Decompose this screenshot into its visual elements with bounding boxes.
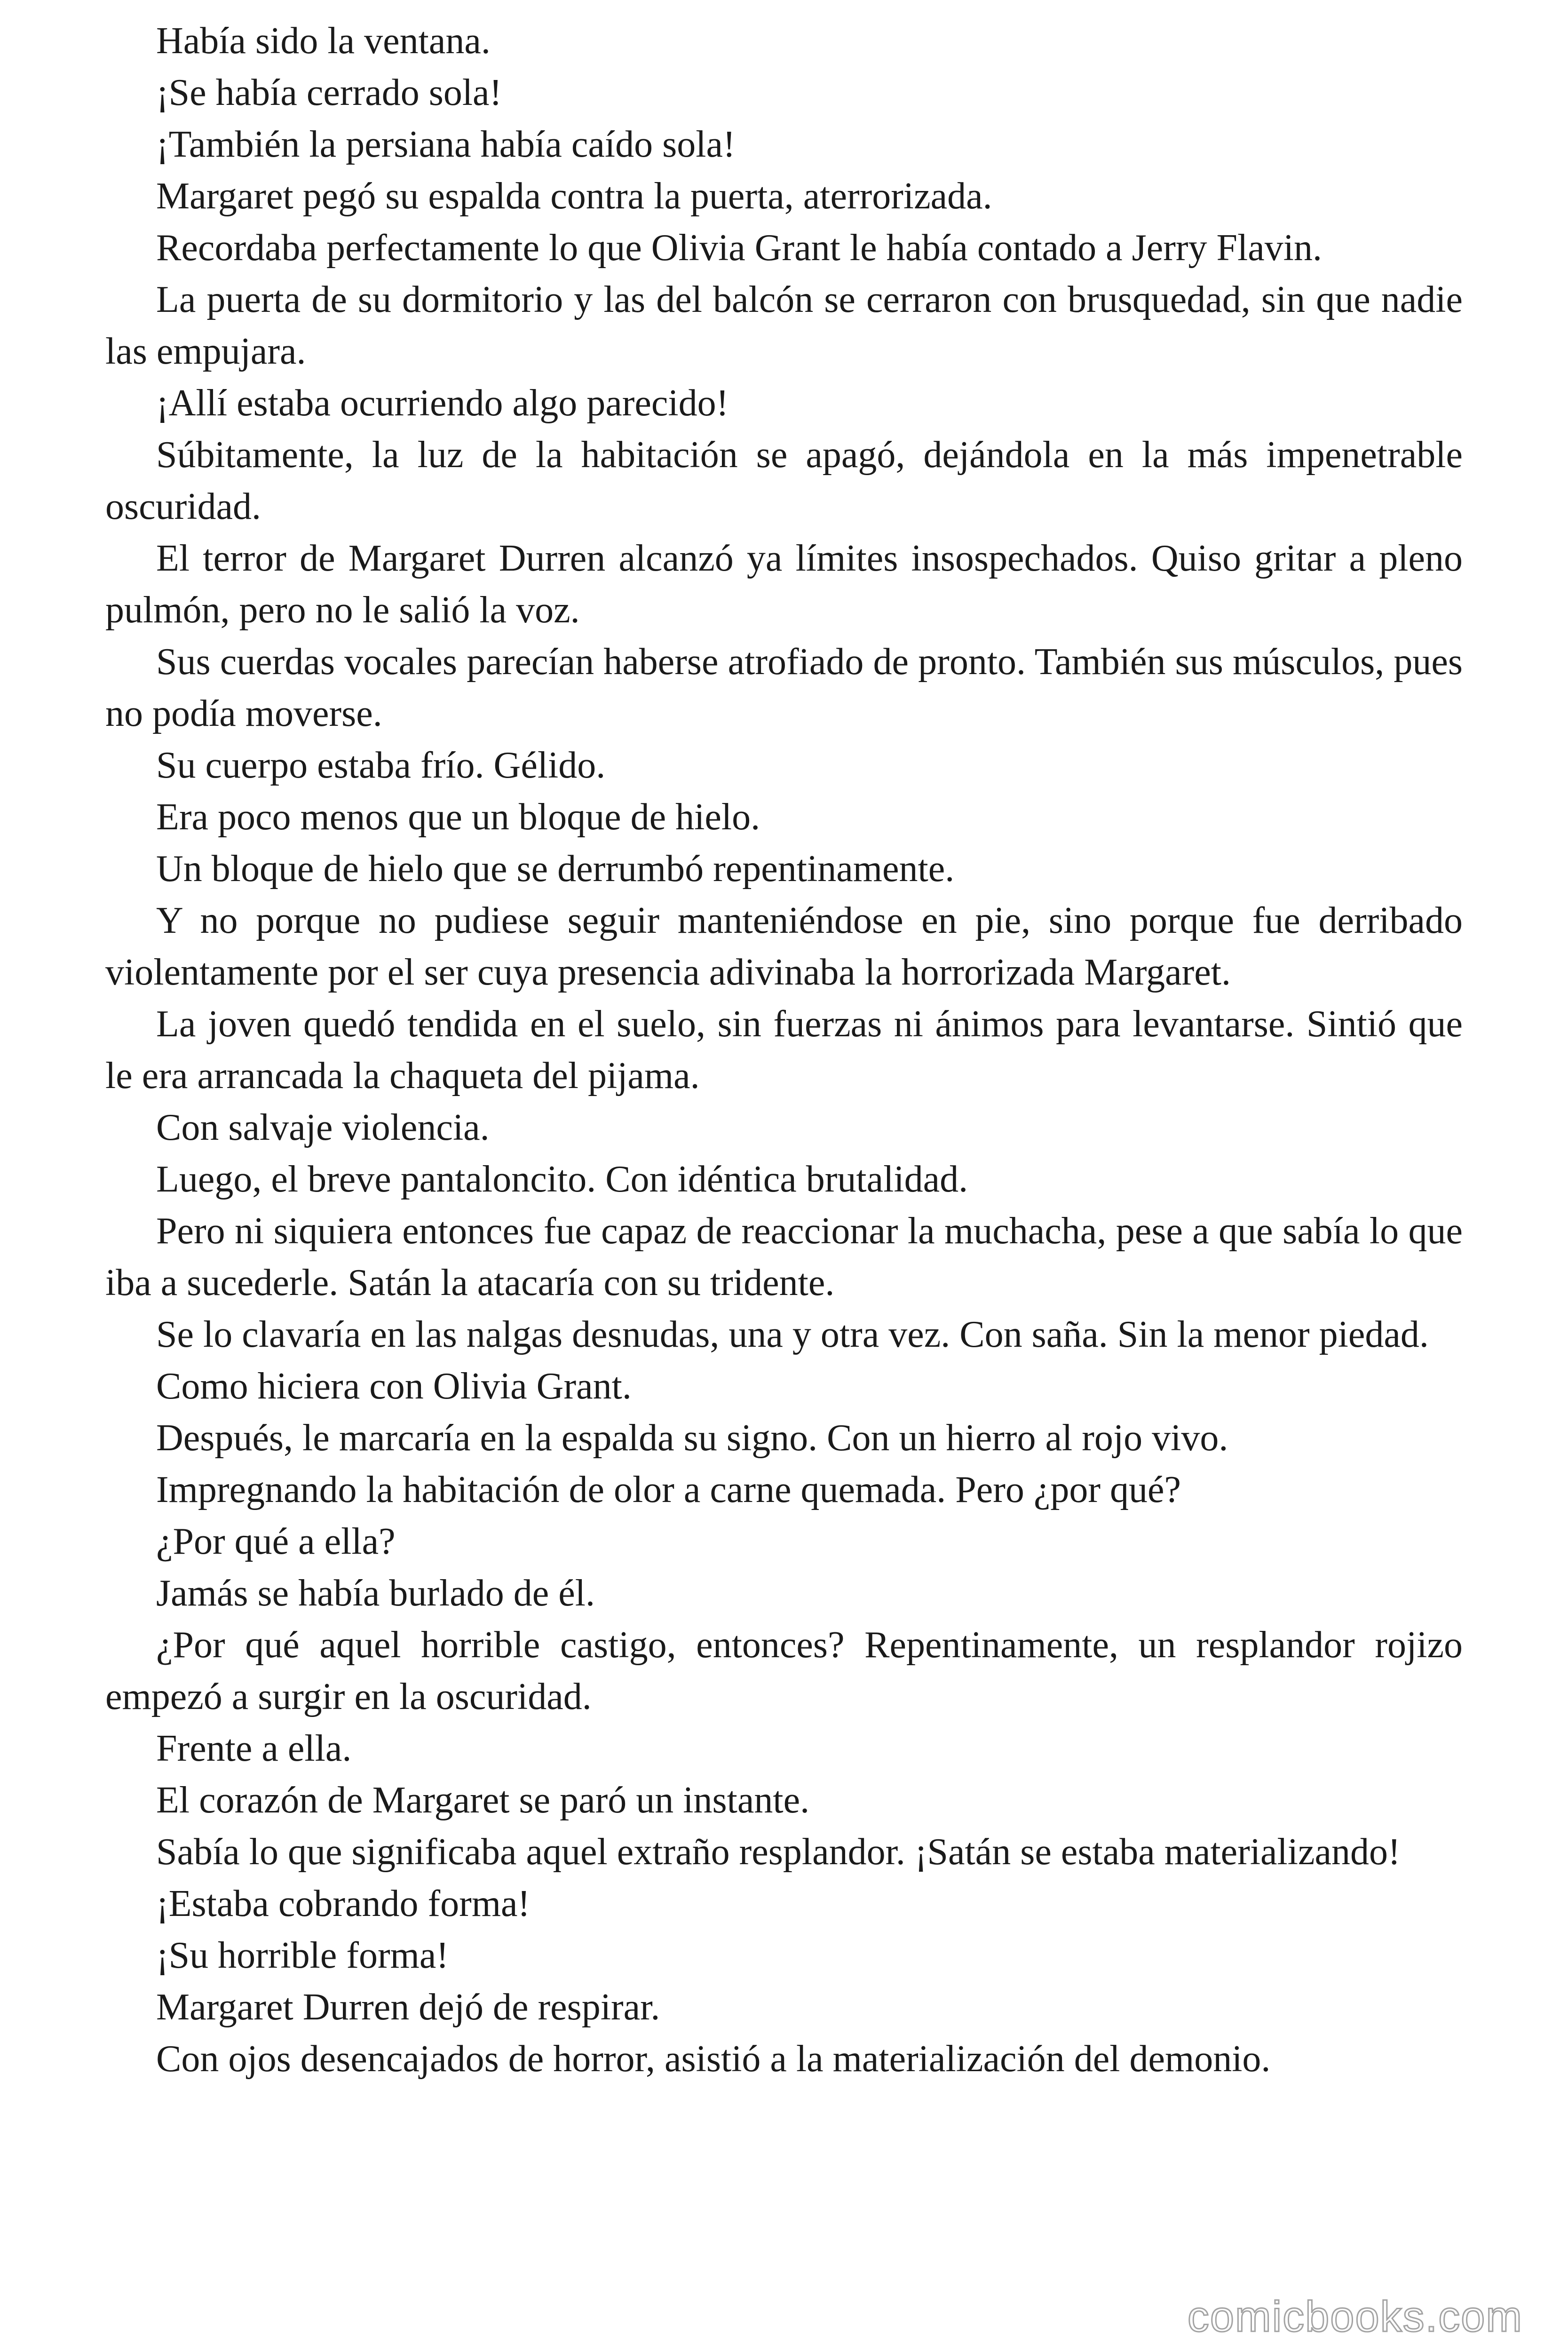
paragraph: Jamás se había burlado de él. xyxy=(156,1573,595,1614)
paragraph: Con ojos desencajados de horror, asistió a la materialización del demonio. xyxy=(156,2038,1271,2080)
paragraph: Súbitamente, la luz de la habitación se apagó, dejándola en la más impenetrable oscuridad. xyxy=(105,434,1463,527)
paragraph: Un bloque de hielo que se derrumbó repentinamente. xyxy=(156,848,955,890)
paragraph: Era poco menos que un bloque de hielo. xyxy=(156,796,760,838)
book-page xyxy=(105,15,1463,2085)
paragraph: Recordaba perfectamente lo que Olivia Grant le había contado a Jerry Flavin. xyxy=(156,227,1322,269)
paragraph: ¿Por qué aquel horrible castigo, entonces? Repentinamente, un resplandor rojizo empezó a surgir en la oscuridad. xyxy=(105,1624,1463,1717)
paragraph: El terror de Margaret Durren alcanzó ya límites insospechados. Quiso gritar a pleno pulmón, pero no le salió la voz. xyxy=(105,538,1463,631)
paragraph: La puerta de su dormitorio y las del balcón se cerraron con brusquedad, sin que nadie las empujara. xyxy=(105,279,1463,372)
paragraph: Después, le marcaría en la espalda su signo. Con un hierro al rojo vivo. xyxy=(156,1417,1228,1459)
paragraph: Sus cuerdas vocales parecían haberse atrofiado de pronto. También sus músculos, pues no podía moverse. xyxy=(105,641,1463,734)
paragraph: La joven quedó tendida en el suelo, sin fuerzas ni ánimos para levantarse. Sintió que le era arrancada la chaqueta del pijama. xyxy=(105,1003,1463,1097)
paragraph: ¡Allí estaba ocurriendo algo parecido! xyxy=(156,382,729,424)
paragraph: Como hiciera con Olivia Grant. xyxy=(156,1366,632,1407)
paragraph: ¡Estaba cobrando forma! xyxy=(156,1883,531,1924)
paragraph: Impregnando la habitación de olor a carne quemada. Pero ¿por qué? xyxy=(156,1469,1181,1510)
paragraph: Luego, el breve pantaloncito. Con idéntica brutalidad. xyxy=(156,1159,968,1200)
paragraph: Frente a ella. xyxy=(156,1728,352,1769)
paragraph: ¡Se había cerrado sola! xyxy=(156,72,502,113)
paragraph: Margaret pegó su espalda contra la puerta, aterrorizada. xyxy=(156,175,992,217)
paragraph: Con salvaje violencia. xyxy=(156,1107,490,1148)
paragraph: ¡Su horrible forma! xyxy=(156,1935,449,1976)
watermark: comicbooks.com xyxy=(1187,2293,1523,2341)
paragraph: Pero ni siquiera entonces fue capaz de reaccionar la muchacha, pese a que sabía lo que iba a sucederle. Satán la atacaría con su tridente. xyxy=(105,1210,1463,1303)
paragraph: Sabía lo que significaba aquel extraño resplandor. ¡Satán se estaba materializando! xyxy=(156,1831,1401,1873)
paragraph: ¡También la persiana había caído sola! xyxy=(156,124,736,165)
paragraph: Y no porque no pudiese seguir manteniéndose en pie, sino porque fue derribado violentamente por el ser cuya presencia adivinaba la horrorizada Margaret. xyxy=(105,900,1463,993)
paragraph: El corazón de Margaret se paró un instante. xyxy=(156,1780,810,1821)
paragraph: Había sido la ventana. xyxy=(156,20,491,62)
paragraph: Se lo clavaría en las nalgas desnudas, una y otra vez. Con saña. Sin la menor piedad. xyxy=(156,1314,1429,1355)
paragraph: Margaret Durren dejó de respirar. xyxy=(156,1986,660,2028)
paragraph: ¿Por qué a ella? xyxy=(156,1521,396,1562)
paragraph: Su cuerpo estaba frío. Gélido. xyxy=(156,745,606,786)
